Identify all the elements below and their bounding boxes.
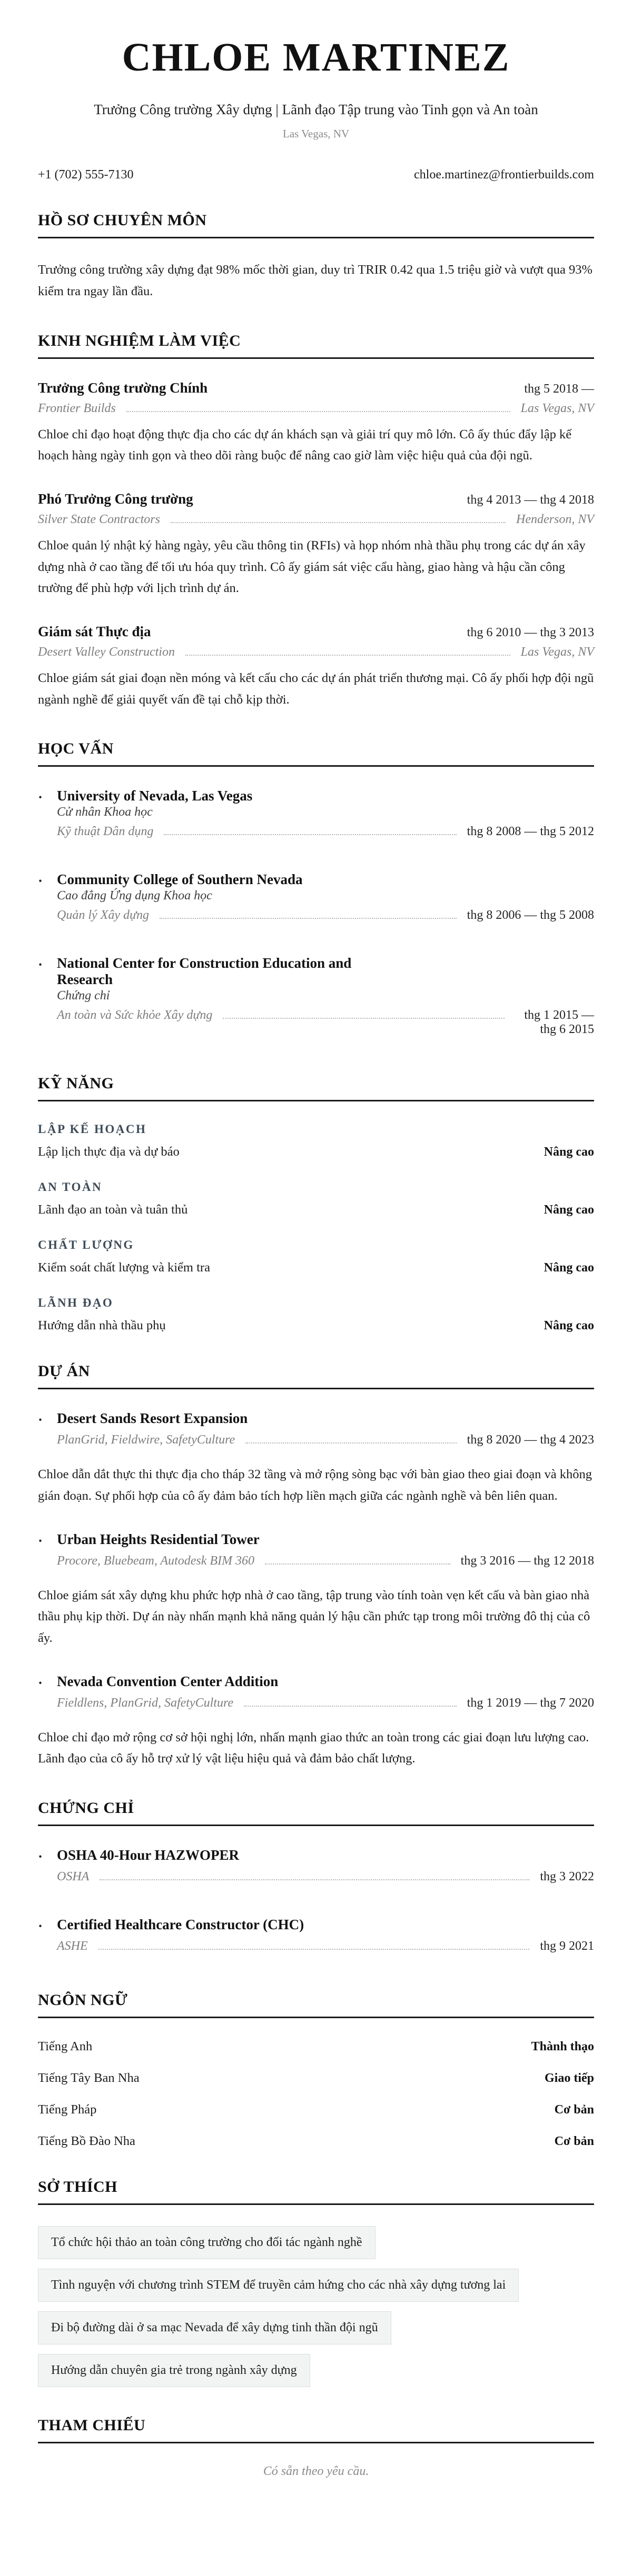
language-name: Tiếng Bồ Đào Nha <box>38 2133 135 2148</box>
job-dates: thg 6 2010 — thg 3 2013 <box>467 625 594 639</box>
certification-entry <box>38 1847 594 1892</box>
language-level: Thành thạo <box>531 2039 594 2053</box>
section-interests <box>38 2178 594 2387</box>
job-entry <box>38 380 594 467</box>
job-location: Las Vegas, NV <box>520 401 594 415</box>
school-name: National Center for Construction Education and Research <box>57 955 352 988</box>
section-languages <box>38 1991 594 2149</box>
skill-group <box>38 1296 594 1333</box>
education-entry <box>38 788 594 847</box>
language-name: Tiếng Pháp <box>38 2102 97 2117</box>
skill-group <box>38 1238 594 1275</box>
certification-entry <box>38 1917 594 1962</box>
skill-level: Nâng cao <box>544 1203 594 1217</box>
skill-name: Hướng dẫn nhà thầu phụ <box>38 1318 166 1333</box>
project-name: Desert Sands Resort Expansion <box>57 1410 248 1427</box>
section-references <box>38 2417 594 2479</box>
skill-level: Nâng cao <box>544 1319 594 1333</box>
company-name: Silver State Contractors <box>38 513 160 527</box>
phone-number: +1 (702) 555-7130 <box>38 168 134 182</box>
skill-name: Lãnh đạo an toàn và tuân thủ <box>38 1202 188 1217</box>
resume-header <box>38 37 594 141</box>
company-name: Desert Valley Construction <box>38 645 175 659</box>
profile-section-title: HỒ SƠ CHUYÊN MÔN <box>38 212 594 238</box>
skill-category: CHẤT LƯỢNG <box>38 1238 134 1252</box>
certification-name: Certified Healthcare Constructor (CHC) <box>57 1916 304 1932</box>
language-row <box>38 2071 594 2086</box>
section-skills <box>38 1075 594 1333</box>
section-projects <box>38 1362 594 1770</box>
project-name: Urban Heights Residential Tower <box>57 1531 260 1547</box>
bullet-icon: · <box>38 873 43 889</box>
education-dates: thg 1 2015 — thg 6 2015 <box>524 1008 594 1037</box>
certification-date: thg 3 2022 <box>540 1869 594 1883</box>
project-dates: thg 1 2019 — thg 7 2020 <box>467 1696 594 1710</box>
bullet-icon: · <box>38 1532 43 1549</box>
dotted-leader <box>185 655 510 656</box>
project-entry <box>38 1410 594 1507</box>
certifications-section-title: CHỨNG CHỈ <box>38 1799 594 1826</box>
language-name: Tiếng Anh <box>38 2039 93 2053</box>
dotted-leader <box>265 1563 450 1565</box>
job-location: Las Vegas, NV <box>520 645 594 659</box>
skill-group <box>38 1180 594 1217</box>
interest-pill: Tình nguyện với chương trình STEM để truyền cảm hứng cho các nhà xây dựng tương lai <box>38 2269 519 2302</box>
project-description: Chloe giám sát xây dựng khu phức hợp nhà ở cao tầng, tập trung vào tính toàn vẹn kết cấu và bàn giao nhà thầu phụ kịp thời. Dự án này nhấn mạnh khả năng quản lý hậu cần phức tạp trong môi trường đô thị của cô ấy. <box>38 1588 590 1645</box>
language-row <box>38 2102 594 2117</box>
certification-issuer: ASHE <box>57 1939 88 1953</box>
job-dates: thg 5 2018 — <box>524 382 594 396</box>
field-of-study: Quản lý Xây dựng <box>57 908 150 923</box>
languages-section-title: NGÔN NGỮ <box>38 1991 594 2018</box>
project-tools: Fieldlens, PlanGrid, SafetyCulture <box>57 1696 234 1710</box>
dotted-leader <box>164 834 456 835</box>
degree-name: Cử nhân Khoa học <box>57 805 153 819</box>
references-note: Có sẵn theo yêu cầu. <box>263 2464 369 2478</box>
dotted-leader <box>98 1949 530 1950</box>
interest-pill: Đi bộ đường dài ở sa mạc Nevada để xây dựng tinh thần đội ngũ <box>38 2311 391 2344</box>
skill-category: LÃNH ĐẠO <box>38 1296 114 1310</box>
bullet-icon: · <box>38 789 43 806</box>
bullet-icon: · <box>38 1675 43 1691</box>
job-entry <box>38 491 594 599</box>
bullet-icon: · <box>38 957 43 973</box>
project-entry <box>38 1673 594 1770</box>
dotted-leader <box>245 1442 456 1444</box>
bullet-icon: · <box>38 1412 43 1428</box>
job-description: Chloe chỉ đạo hoạt động thực địa cho các dự án khách sạn và giải trí quy mô lớn. Cô ấy thúc đẩy lập kế hoạch hàng ngày tinh gọn và theo dõi ràng buộc để nâng cao giờ làm việc hiệu quả của đội ngũ. <box>38 427 572 463</box>
job-title: Phó Trưởng Công trường <box>38 491 193 507</box>
project-description: Chloe dẫn dắt thực thi thực địa cho tháp 32 tầng và mở rộng sòng bạc với bàn giao theo giai đoạn và không gián đoạn. Sự phối hợp của cô ấy đảm bảo tích hợp liền mạch giữa các ngành nghề và bên liên quan. <box>38 1467 592 1503</box>
dotted-leader <box>244 1706 457 1707</box>
project-dates: thg 8 2020 — thg 4 2023 <box>467 1433 594 1447</box>
section-experience <box>38 332 594 711</box>
interest-pill: Hướng dẫn chuyên gia trẻ trong ngành xây dựng <box>38 2354 310 2387</box>
dotted-leader <box>223 1018 505 1019</box>
project-description: Chloe chỉ đạo mở rộng cơ sở hội nghị lớn, nhấn mạnh giao thức an toàn trong các giai đoạn lưu lượng cao. Lãnh đạo của cô ấy hỗ trợ xử lý vật liệu hiệu quả và đảm bảo chất lượng. <box>38 1730 589 1766</box>
language-level: Giao tiếp <box>545 2071 594 2085</box>
dotted-leader <box>160 918 457 919</box>
candidate-name: CHLOE MARTINEZ <box>122 35 510 79</box>
job-entry <box>38 624 594 710</box>
skill-level: Nâng cao <box>544 1145 594 1159</box>
language-row <box>38 2134 594 2149</box>
language-level: Cơ bản <box>554 2102 594 2117</box>
references-section-title: THAM CHIẾU <box>38 2417 594 2443</box>
school-name: University of Nevada, Las Vegas <box>57 788 253 804</box>
job-dates: thg 4 2013 — thg 4 2018 <box>467 493 594 507</box>
certification-name: OSHA 40-Hour HAZWOPER <box>57 1847 240 1863</box>
skill-name: Kiểm soát chất lượng và kiểm tra <box>38 1260 210 1275</box>
skill-group <box>38 1122 594 1159</box>
contact-row <box>38 168 594 182</box>
dotted-leader <box>126 411 510 412</box>
school-name: Community College of Southern Nevada <box>57 871 303 888</box>
interest-pill: Tổ chức hội thảo an toàn công trường cho đối tác ngành nghề <box>38 2226 376 2259</box>
skill-category: AN TOÀN <box>38 1180 103 1194</box>
email-address: chloe.martinez@frontierbuilds.com <box>414 168 594 182</box>
profile-summary: Trưởng công trường xây dựng đạt 98% mốc thời gian, duy trì TRIR 0.42 qua 1.5 triệu giờ và vượt qua 93% kiểm tra ngay lần đầu. <box>38 263 592 299</box>
job-location: Henderson, NV <box>516 513 594 527</box>
education-entry <box>38 955 594 1045</box>
dotted-leader <box>100 1879 529 1880</box>
field-of-study: Kỹ thuật Dân dụng <box>57 825 154 839</box>
bullet-icon: · <box>38 1918 43 1934</box>
project-entry <box>38 1531 594 1649</box>
language-level: Cơ bản <box>554 2134 594 2148</box>
certification-date: thg 9 2021 <box>540 1939 594 1953</box>
dotted-leader <box>171 522 506 523</box>
experience-section-title: KINH NGHIỆM LÀM VIỆC <box>38 332 594 359</box>
degree-name: Cao đẳng Ứng dụng Khoa học <box>57 889 212 903</box>
language-row <box>38 2039 594 2054</box>
skill-level: Nâng cao <box>544 1261 594 1275</box>
company-name: Frontier Builds <box>38 401 116 415</box>
language-name: Tiếng Tây Ban Nha <box>38 2070 140 2085</box>
interests-section-title: SỞ THÍCH <box>38 2178 594 2205</box>
projects-section-title: DỰ ÁN <box>38 1362 594 1389</box>
education-entry <box>38 871 594 931</box>
education-dates: thg 8 2006 — thg 5 2008 <box>467 908 594 923</box>
skills-section-title: KỸ NĂNG <box>38 1075 594 1101</box>
certification-issuer: OSHA <box>57 1869 90 1883</box>
degree-name: Chứng chỉ <box>57 989 110 1003</box>
job-title: Giám sát Thực địa <box>38 623 151 639</box>
skill-name: Lập lịch thực địa và dự báo <box>38 1145 180 1159</box>
job-description: Chloe quản lý nhật ký hàng ngày, yêu cầu thông tin (RFIs) và họp nhóm nhà thầu phụ trong các dự án xây dựng nhà ở cao tầng để tối ưu hóa quy trình. Cô ấy giám sát việc cẩu hàng, giao hàng và hậu cần công trường để phù hợp với lịch trình dự án. <box>38 538 586 596</box>
project-tools: Procore, Bluebeam, Autodesk BIM 360 <box>57 1553 255 1568</box>
job-title: Trưởng Công trường Chính <box>38 379 208 396</box>
project-dates: thg 3 2016 — thg 12 2018 <box>460 1553 594 1568</box>
project-tools: PlanGrid, Fieldwire, SafetyCulture <box>57 1433 235 1447</box>
education-section-title: HỌC VẤN <box>38 740 594 767</box>
project-name: Nevada Convention Center Addition <box>57 1673 279 1689</box>
candidate-location: Las Vegas, NV <box>282 127 350 141</box>
field-of-study: An toàn và Sức khỏe Xây dựng <box>57 1008 213 1023</box>
section-certifications <box>38 1799 594 1962</box>
section-education <box>38 740 594 1045</box>
candidate-title: Trưởng Công trường Xây dựng | Lãnh đạo Tập trung vào Tinh gọn và An toàn <box>94 101 538 117</box>
bullet-icon: · <box>38 1848 43 1865</box>
skill-category: LẬP KẾ HOẠCH <box>38 1122 147 1136</box>
section-profile <box>38 212 594 302</box>
job-description: Chloe giám sát giai đoạn nền móng và kết cấu cho các dự án phát triển thương mại. Cô ấy phối hợp đội ngũ ngành nghề để giải quyết vấn đề tại chỗ kịp thời. <box>38 670 594 707</box>
education-dates: thg 8 2008 — thg 5 2012 <box>467 825 594 839</box>
